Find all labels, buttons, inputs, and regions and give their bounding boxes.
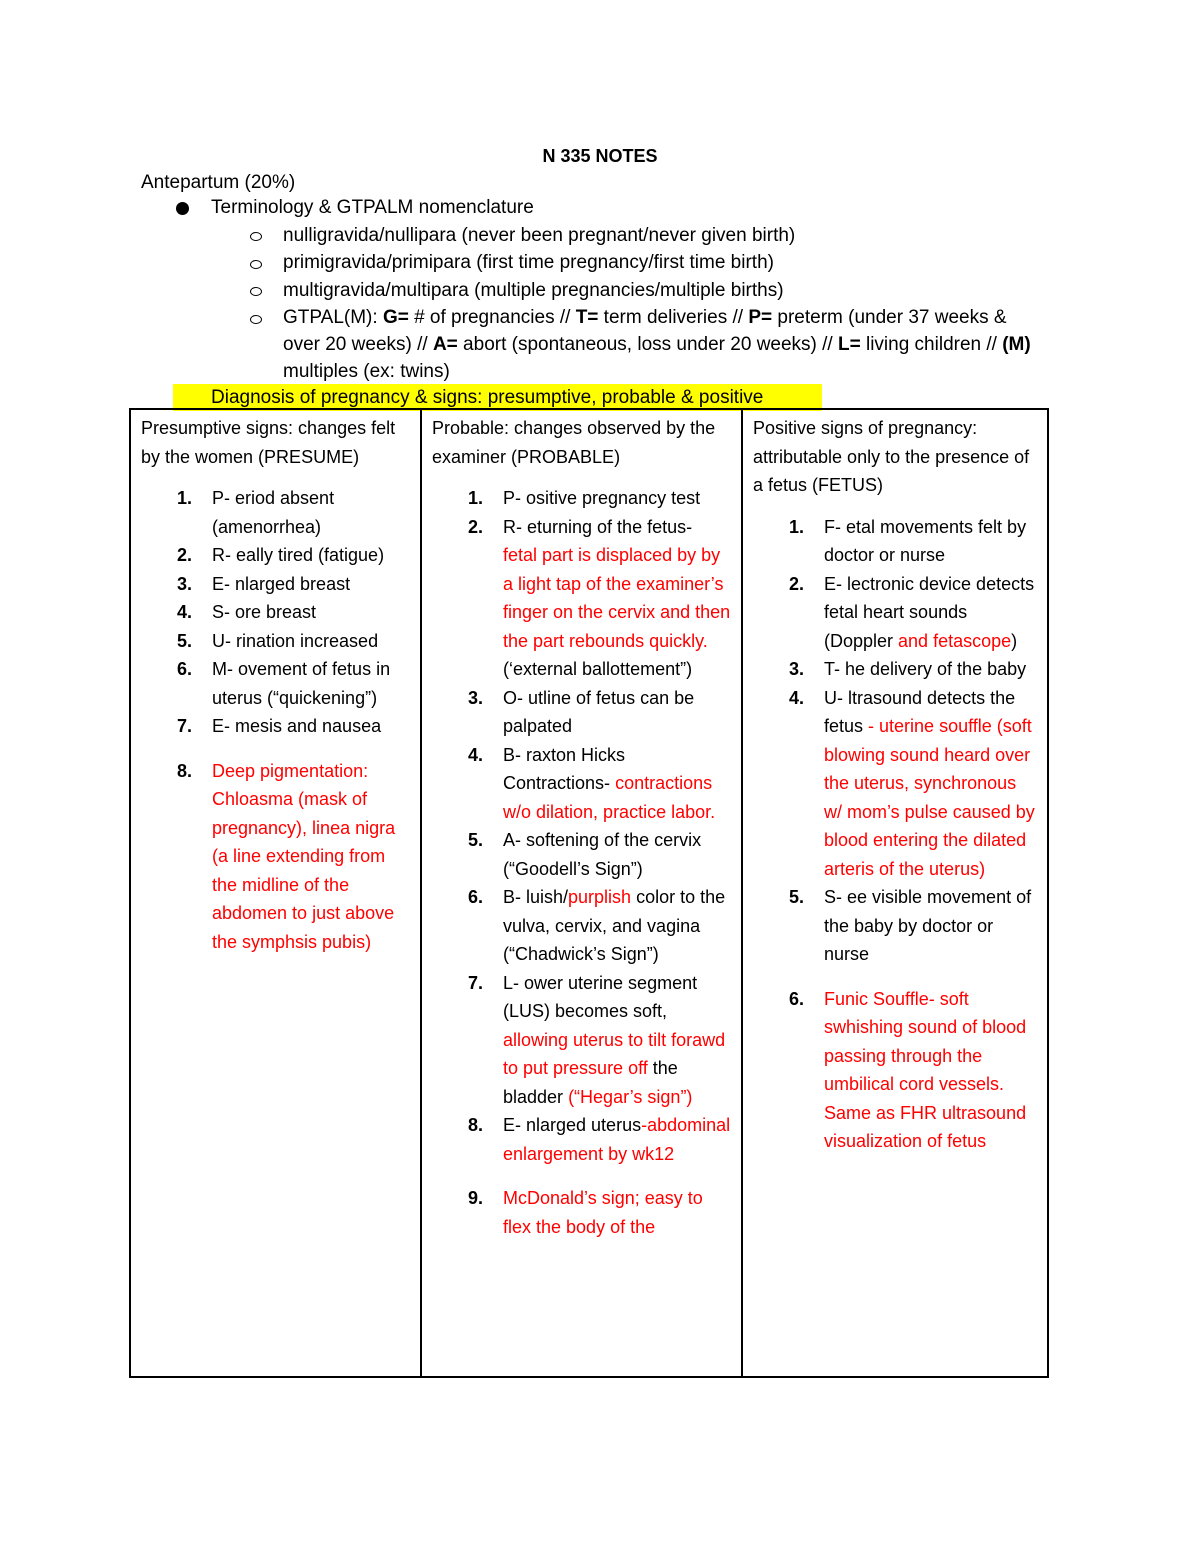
list-item: 2. E- lectronic device detects fetal heart sounds (Doppler and fetascope) <box>789 573 1035 651</box>
bullet-terminology: Terminology & GTPALM nomenclature <box>211 197 534 218</box>
list-item: 8. Deep pigmentation: Chloasma (mask of pregnancy), linea nigra (a line extending from the midline of the abdomen to just above the symphsis pubis) <box>177 760 396 952</box>
section-heading: Antepartum (20%) <box>141 172 296 193</box>
bullet-dot-icon <box>176 202 189 215</box>
list-item: 5. U- rination increased <box>177 630 379 651</box>
circle-bullet-icon <box>250 232 262 241</box>
list-item: 6. Funic Souffle- soft swhishing sound of blood passing through the umbilical cord vessels. Same as FHR ultrasound visualization of fetus <box>789 988 1027 1151</box>
list-item: 5. S- ee visible movement of the baby by doctor or nurse <box>789 887 1032 964</box>
probable-list <box>432 484 731 1241</box>
list-item: 8. E- nlarged uterus-abdominal enlargement by wk12 <box>468 1115 731 1164</box>
list-item: 5. A- softening of the cervix (“Goodell’s Sign”) <box>468 830 702 879</box>
list-item: 3. T- he delivery of the baby <box>789 659 1027 679</box>
positive-list <box>753 513 1037 1156</box>
list-item: 4. B- raxton Hicks Contractions- contractions w/o dilation, practice labor. <box>468 744 716 822</box>
bullet-diagnosis-highlighted: Diagnosis of pregnancy & signs: presumptive, probable & positive <box>173 384 822 411</box>
list-item: 9. McDonald’s sign; easy to flex the body of the <box>468 1188 703 1237</box>
sub-item-multigravida: multigravida/multipara (multiple pregnancies/multiple births) <box>283 280 784 301</box>
list-item: 6. M- ovement of fetus in uterus (“quickening”) <box>177 659 391 708</box>
probable-heading: Probable: changes observed by the examiner (PROBABLE) <box>432 418 716 467</box>
positive-heading: Positive signs of pregnancy: attributable only to the presence of a fetus (FETUS) <box>753 418 1030 495</box>
probable-column <box>421 409 742 1377</box>
list-item: 2. R- eturning of the fetus- fetal part is displaced by by a light tap of the examiner’s finger on the cervix and then the part rebounds quickly. (‘external ballottement”) <box>468 516 731 679</box>
list-item: 6. B- luish/purplish color to the vulva, cervix, and vagina (“Chadwick’s Sign”) <box>468 887 726 964</box>
list-item: 4. U- ltrasound detects the fetus - uterine souffle (soft blowing sound heard over the uterus, synchronous w/ mom’s pulse caused by blood entering the dilated arteris of the uterus) <box>789 687 1035 879</box>
list-item: 1. F- etal movements felt by doctor or nurse <box>789 516 1027 565</box>
presumptive-list <box>141 484 410 956</box>
list-item: 7. L- ower uterine segment (LUS) becomes soft, allowing uterus to tilt forawd to put pressure off the bladder (“Hegar’s sign”) <box>468 972 726 1107</box>
circle-bullet-icon <box>250 287 262 296</box>
sub-item-nulligravida: nulligravida/nullipara (never been pregnant/never given birth) <box>283 225 796 246</box>
list-item: 1. P- eriod absent (amenorrhea) <box>177 488 335 537</box>
sub-item-primigravida: primigravida/primipara (first time pregnancy/first time birth) <box>283 252 774 273</box>
list-item: 1. P- ositive pregnancy test <box>468 488 701 508</box>
list-item: 7. E- mesis and nausea <box>177 716 382 736</box>
presumptive-heading: Presumptive signs: changes felt by the women (PRESUME) <box>141 418 396 467</box>
positive-column <box>742 409 1048 1377</box>
sub-item-gtpal: GTPAL(M): G= # of pregnancies // T= term deliveries // P= preterm (under 37 weeks & over 20 weeks) // A= abort (spontaneous, loss under 20 weeks) // L= living children // (M) multiples (ex: twins) <box>283 307 1031 382</box>
signs-table <box>129 408 1049 1378</box>
circle-bullet-icon <box>250 260 262 269</box>
presumptive-column <box>130 409 421 1377</box>
list-item: 3. E- nlarged breast <box>177 573 351 594</box>
page-title: N 335 NOTES <box>542 146 658 166</box>
list-item: 2. R- eally tired (fatigue) <box>177 545 385 565</box>
list-item: 3. O- utline of fetus can be palpated <box>468 687 695 736</box>
circle-bullet-icon <box>250 315 262 324</box>
list-item: 4. S- ore breast <box>177 602 317 622</box>
